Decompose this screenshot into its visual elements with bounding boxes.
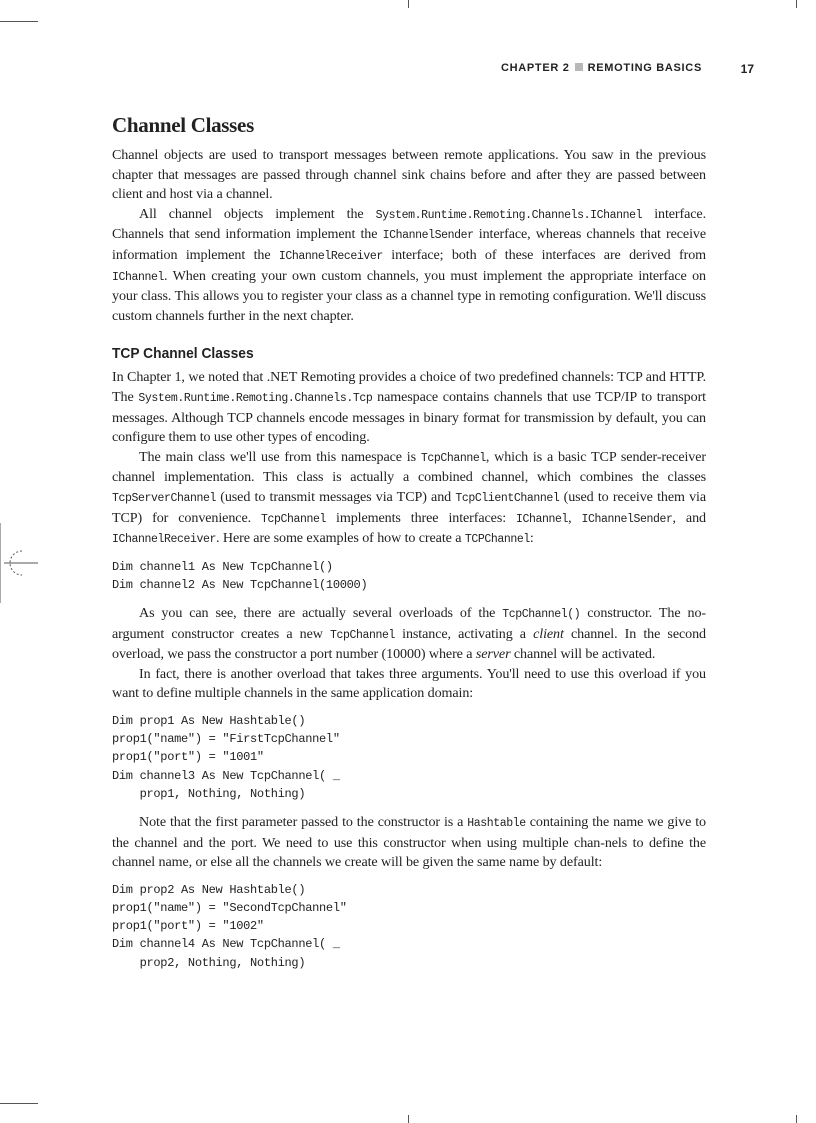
paragraph: [112, 604, 706, 665]
text: interface, whereas channels that receive information implement the: [112, 226, 706, 263]
text: implements three interfaces:: [326, 509, 517, 526]
text: channel will be activated.: [510, 646, 656, 663]
code-block: Dim prop2 As New Hashtable() prop1("name") = "SecondTcpChannel" prop1("port") = "1002" Dim channel4 As New TcpChannel( _ prop2, Nothing, Nothing): [112, 882, 347, 970]
code-inline: System.Runtime.Remoting.Channels.Tcp: [138, 391, 373, 405]
running-header: [112, 62, 754, 78]
paragraph: [112, 368, 706, 447]
crop-mark-top-left: [0, 21, 38, 22]
section-label: REMOTING BASICS: [587, 62, 702, 74]
code-inline: System.Runtime.Remoting.Channels.IChannel: [375, 208, 643, 222]
heading-channel-classes: Channel Classes: [112, 113, 254, 137]
registration-mark: [0, 523, 40, 603]
crop-mark-top-center: [408, 0, 409, 8]
text: ,: [568, 509, 582, 526]
text: (used to receive them via TCP) for convenience.: [112, 488, 706, 526]
code-inline: IChannelReceiver: [278, 249, 383, 263]
code-inline: TcpChannel: [329, 628, 395, 642]
running-title: [501, 62, 702, 74]
code-block: Dim prop1 As New Hashtable() prop1("name") = "FirstTcpChannel" prop1("port") = "1001" Dim channel3 As New TcpChannel( _ prop1, Nothing, Nothing): [112, 714, 340, 801]
text: instance, activating a: [394, 625, 534, 642]
code-inline: TcpChannel(): [502, 608, 581, 622]
text: The main class we'll use from this namespace is: [139, 448, 421, 465]
text: channel. In the second overload, we pass the constructor a port number (10000) where a: [112, 625, 706, 663]
code-inline: TcpServerChannel: [112, 491, 217, 505]
text: . Here are some examples of how to create a: [216, 530, 465, 547]
text: Note that the first parameter passed to the constructor is a: [139, 814, 468, 831]
text: , and: [672, 509, 706, 526]
page-number: 17: [740, 62, 754, 76]
text: containing the name we give to the channel and the port. We need to use this constructor when using multiple chan-nels to define the channel name, or else all the channels we create will be given the same name by default:: [112, 814, 706, 871]
heading-tcp-channel-classes: TCP Channel Classes: [112, 345, 254, 363]
emphasis: server: [475, 646, 511, 663]
crop-mark-bottom-right: [796, 1115, 797, 1123]
paragraph: [112, 205, 706, 327]
crop-mark-top-right: [796, 0, 797, 8]
text: constructor. The no-argument constructor creates a new: [112, 605, 706, 642]
emphasis: client: [533, 625, 564, 642]
paragraph: [112, 448, 706, 550]
text: , which is a basic TCP sender-receiver channel implementation. This class is actually a combined channel, which combines the classes: [112, 448, 706, 486]
text: namespace contains channels that use TCP/IP to transport messages. Although TCP channels encode messages in binary format for transmission by default, you can configure them to use other types of encoding.: [112, 388, 706, 446]
code-inline: Hashtable: [467, 817, 526, 831]
text: All channel objects implement the: [139, 205, 376, 222]
paragraph: Channel objects are used to transport messages between remote applications. You saw in the previous chapter that messages are passed through channel sink chains before and after they are passed between client and host via a channel.: [112, 147, 706, 203]
header-separator-box: [575, 63, 583, 71]
code-inline: IChannel: [112, 270, 165, 284]
paragraph: In fact, there is another overload that takes three arguments. You'll need to use this overload if you want to define multiple channels in the same application domain:: [112, 665, 706, 702]
code-inline: IChannelReceiver: [112, 533, 217, 547]
crop-mark-bottom-left: [0, 1103, 38, 1104]
chapter-label: CHAPTER 2: [500, 62, 570, 74]
code-inline: TcpClientChannel: [455, 491, 560, 505]
code-inline: TCPChannel: [464, 533, 530, 547]
code-inline: TcpChannel: [420, 451, 486, 465]
text: (used to transmit messages via TCP) and: [216, 488, 456, 505]
text: . When creating your own custom channels, you must implement the appropriate interface on your class. This allows you to register your class as a channel type in remoting configuration. We'll discuss custom channels further in the next chapter.: [112, 267, 706, 324]
page-content: [112, 112, 706, 982]
text: :: [529, 530, 534, 547]
code-inline: IChannelSender: [581, 512, 673, 526]
text: In Chapter 1, we noted that .NET Remoting provides a choice of two predefined channels: TCP and HTTP. The: [112, 369, 706, 405]
code-inline: IChannelSender: [382, 229, 474, 243]
code-inline: IChannel: [516, 512, 569, 526]
text: As you can see, there are actually several overloads of the: [139, 605, 503, 622]
code-inline: TcpChannel: [261, 512, 327, 526]
paragraph: [112, 813, 706, 873]
crop-mark-bottom-center: [408, 1115, 409, 1123]
text: interface; both of these interfaces are derived from: [382, 246, 706, 263]
text: interface. Channels that send information implement the: [112, 205, 706, 243]
code-block: Dim channel1 As New TcpChannel() Dim channel2 As New TcpChannel(10000): [112, 559, 368, 592]
